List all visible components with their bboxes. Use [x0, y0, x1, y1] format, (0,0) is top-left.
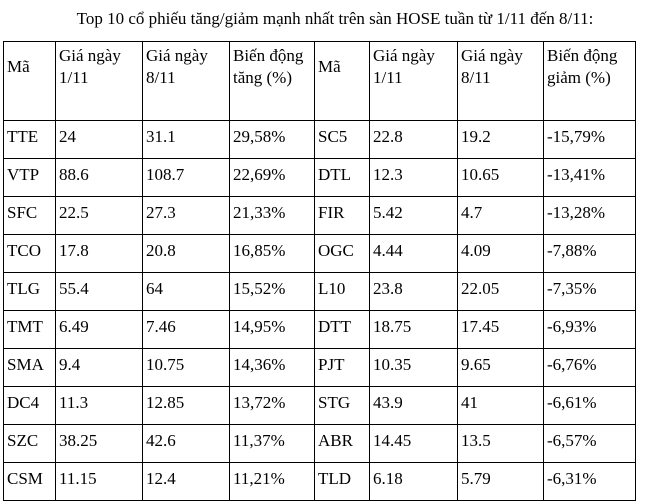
loser-price-end-cell: 19.2 — [458, 121, 544, 159]
header-change-up: Biến động tăng (%) — [230, 42, 315, 121]
loser-code-cell: TLD — [315, 463, 370, 501]
gainer-price-end-cell: 20.8 — [143, 235, 230, 273]
loser-change-cell: -13,41% — [544, 159, 636, 197]
gainer-price-end-cell: 64 — [143, 273, 230, 311]
header-change-down: Biến động giảm (%) — [544, 42, 636, 121]
loser-code-cell: L10 — [315, 273, 370, 311]
gainer-price-start-cell: 11.15 — [56, 463, 143, 501]
loser-code-cell: DTL — [315, 159, 370, 197]
gainer-price-start-cell: 24 — [56, 121, 143, 159]
loser-change-cell: -15,79% — [544, 121, 636, 159]
loser-code-cell: DTT — [315, 311, 370, 349]
loser-price-start-cell: 6.18 — [370, 463, 458, 501]
loser-change-cell: -6,57% — [544, 425, 636, 463]
table-row — [4, 197, 636, 235]
header-code-gainers: Mã — [4, 42, 56, 121]
gainer-code-cell: TCO — [4, 235, 56, 273]
loser-price-start-cell: 14.45 — [370, 425, 458, 463]
gainer-code-cell: CSM — [4, 463, 56, 501]
gainer-price-start-cell: 9.4 — [56, 349, 143, 387]
gainer-price-start-cell: 88.6 — [56, 159, 143, 197]
loser-change-cell: -13,28% — [544, 197, 636, 235]
gainer-code-cell: DC4 — [4, 387, 56, 425]
header-price-end-losers: Giá ngày 8/11 — [458, 42, 544, 121]
gainer-code-cell: TLG — [4, 273, 56, 311]
gainer-price-start-cell: 22.5 — [56, 197, 143, 235]
gainer-price-start-cell: 11.3 — [56, 387, 143, 425]
gainer-change-cell: 29,58% — [230, 121, 315, 159]
table-row — [4, 463, 636, 501]
gainer-change-cell: 22,69% — [230, 159, 315, 197]
gainer-price-start-cell: 55.4 — [56, 273, 143, 311]
table-caption: Top 10 cổ phiếu tăng/giảm mạnh nhất trên sàn HOSE tuần từ 1/11 đến 8/11: — [76, 9, 594, 28]
loser-price-start-cell: 12.3 — [370, 159, 458, 197]
table-row — [4, 235, 636, 273]
gainer-change-cell: 11,21% — [230, 463, 315, 501]
gainer-code-cell: TTE — [4, 121, 56, 159]
gainer-change-cell: 13,72% — [230, 387, 315, 425]
gainer-price-end-cell: 12.85 — [143, 387, 230, 425]
header-price-start-losers: Giá ngày 1/11 — [370, 42, 458, 121]
gainer-code-cell: VTP — [4, 159, 56, 197]
gainer-price-end-cell: 7.46 — [143, 311, 230, 349]
table-row — [4, 311, 636, 349]
loser-price-end-cell: 4.7 — [458, 197, 544, 235]
table-row — [4, 273, 636, 311]
loser-change-cell: -6,93% — [544, 311, 636, 349]
loser-code-cell: OGC — [315, 235, 370, 273]
gainer-price-end-cell: 108.7 — [143, 159, 230, 197]
table-row — [4, 349, 636, 387]
loser-price-start-cell: 10.35 — [370, 349, 458, 387]
gainer-change-cell: 21,33% — [230, 197, 315, 235]
gainer-code-cell: SMA — [4, 349, 56, 387]
loser-change-cell: -6,61% — [544, 387, 636, 425]
loser-price-end-cell: 13.5 — [458, 425, 544, 463]
gainer-price-end-cell: 31.1 — [143, 121, 230, 159]
loser-change-cell: -7,88% — [544, 235, 636, 273]
loser-price-end-cell: 10.65 — [458, 159, 544, 197]
loser-change-cell: -6,31% — [544, 463, 636, 501]
gainer-price-start-cell: 6.49 — [56, 311, 143, 349]
loser-price-end-cell: 41 — [458, 387, 544, 425]
loser-price-start-cell: 4.44 — [370, 235, 458, 273]
header-price-end-gainers: Giá ngày 8/11 — [143, 42, 230, 121]
gainer-price-start-cell: 17.8 — [56, 235, 143, 273]
header-row — [4, 42, 636, 121]
gainer-change-cell: 16,85% — [230, 235, 315, 273]
gainer-price-start-cell: 38.25 — [56, 425, 143, 463]
header-price-start-gainers: Giá ngày 1/11 — [56, 42, 143, 121]
header-code-losers: Mã — [315, 42, 370, 121]
gainer-code-cell: SFC — [4, 197, 56, 235]
gainer-price-end-cell: 10.75 — [143, 349, 230, 387]
stock-movers-table — [3, 41, 636, 501]
loser-price-start-cell: 43.9 — [370, 387, 458, 425]
loser-price-end-cell: 9.65 — [458, 349, 544, 387]
loser-code-cell: ABR — [315, 425, 370, 463]
loser-code-cell: SC5 — [315, 121, 370, 159]
gainer-price-end-cell: 42.6 — [143, 425, 230, 463]
loser-price-start-cell: 22.8 — [370, 121, 458, 159]
table-row — [4, 159, 636, 197]
loser-price-end-cell: 5.79 — [458, 463, 544, 501]
table-row — [4, 387, 636, 425]
loser-code-cell: PJT — [315, 349, 370, 387]
loser-change-cell: -7,35% — [544, 273, 636, 311]
table-row — [4, 121, 636, 159]
loser-price-end-cell: 4.09 — [458, 235, 544, 273]
gainer-code-cell: TMT — [4, 311, 56, 349]
table-row — [4, 425, 636, 463]
gainer-change-cell: 15,52% — [230, 273, 315, 311]
loser-code-cell: STG — [315, 387, 370, 425]
loser-code-cell: FIR — [315, 197, 370, 235]
loser-price-start-cell: 5.42 — [370, 197, 458, 235]
gainer-change-cell: 14,95% — [230, 311, 315, 349]
loser-change-cell: -6,76% — [544, 349, 636, 387]
gainer-code-cell: SZC — [4, 425, 56, 463]
gainer-change-cell: 11,37% — [230, 425, 315, 463]
loser-price-start-cell: 23.8 — [370, 273, 458, 311]
loser-price-start-cell: 18.75 — [370, 311, 458, 349]
loser-price-end-cell: 22.05 — [458, 273, 544, 311]
gainer-price-end-cell: 12.4 — [143, 463, 230, 501]
loser-price-end-cell: 17.45 — [458, 311, 544, 349]
gainer-price-end-cell: 27.3 — [143, 197, 230, 235]
gainer-change-cell: 14,36% — [230, 349, 315, 387]
